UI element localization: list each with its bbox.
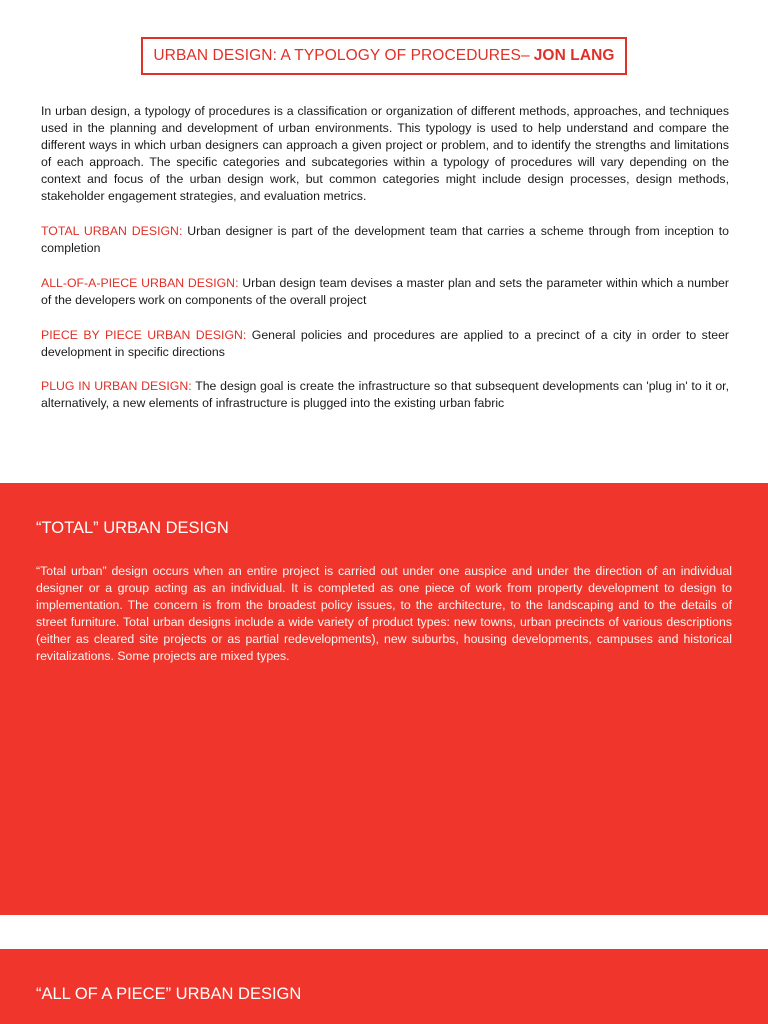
procedure-description: General policies and procedures are applied to a precinct of a city in order to steer development in specific directions [41, 328, 730, 360]
author-name: JON LANG [533, 47, 615, 64]
total-urban-design-section [0, 483, 768, 915]
procedure-piece-by-piece [41, 327, 729, 361]
procedure-term: PIECE BY PIECE URBAN DESIGN: [41, 328, 247, 342]
intro-paragraph [41, 103, 729, 206]
procedure-description: Urban design team devises a master plan and sets the parameter within which a number of the developers work on components of the overall project [41, 276, 729, 308]
procedure-term: TOTAL URBAN DESIGN: [41, 224, 183, 238]
procedure-term: PLUG IN URBAN DESIGN: [41, 379, 192, 393]
section-body: “Total urban” design occurs when an entire project is carried out under one auspice and under the direction of an individual designer or a group acting as an individual. It is completed as one piece of work from property development to design to implementation. The concern is from the broadest policy issues, to the architecture, to the landscaping and to the details of street furniture. Total urban designs include a wide variety of product types: new towns, urban precincts of various descriptions (either as cleared site projects or as partial redevelopments), new suburbs, housing developments, campuses and historical revitalizations. Some projects are mixed types. [36, 564, 732, 664]
procedure-description: The design goal is create the infrastructure so that subsequent developments can 'plug in' to it or, alternatively, a new elements of infrastructure is plugged into the existing urban fabric [41, 379, 729, 411]
page-title-box [141, 37, 627, 75]
page-title: URBAN DESIGN: A TYPOLOGY OF PROCEDURES [153, 47, 521, 64]
procedure-description: Urban designer is part of the development team that carries a scheme through from inception to completion [41, 224, 729, 256]
intro-text: In urban design, a typology of procedures is a classification or organization of different methods, approaches, and techniques used in the planning and development of urban environments. This typology is used to help understand and compare the different ways in which urban designers can approach a given project or problem, and to identify the strengths and limitations of each approach. The specific categories and subcategories within a typology of procedures will vary depending on the context and focus of the urban design work, but common categories might include design processes, design methods, stakeholder engagement strategies, and evaluation metrics. [41, 104, 729, 204]
all-of-a-piece-section [0, 949, 768, 1024]
procedure-all-of-a-piece [41, 275, 729, 309]
procedure-total [41, 223, 729, 257]
procedure-term: ALL-OF-A-PIECE URBAN DESIGN: [41, 276, 239, 290]
title-separator: – [520, 47, 530, 64]
section-heading: “TOTAL” URBAN DESIGN [36, 519, 229, 537]
procedure-plug-in [41, 378, 729, 412]
section-heading: “ALL OF A PIECE” URBAN DESIGN [36, 985, 302, 1003]
